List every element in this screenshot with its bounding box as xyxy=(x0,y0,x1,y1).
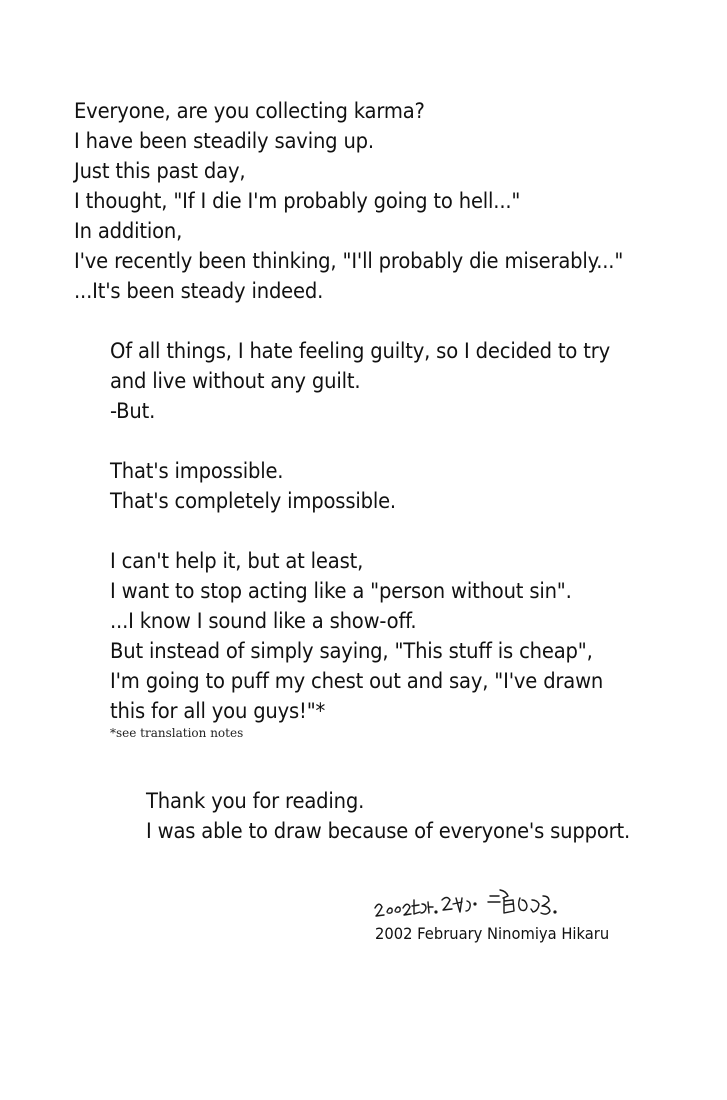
text-line: I want to stop acting like a "person without sin". xyxy=(110,579,572,604)
text-line: and live without any guilt. xyxy=(110,369,361,394)
text-line: ...I know I sound like a show-off. xyxy=(110,609,417,634)
text-line: I'm going to puff my chest out and say, "I've drawn xyxy=(110,669,604,694)
text-line: this for all you guys!"* xyxy=(110,699,326,724)
paragraph-guilt xyxy=(110,337,659,427)
text-line: I thought, "If I die I'm probably going to hell..." xyxy=(74,189,521,214)
thanks-paragraph xyxy=(146,787,678,847)
paragraph-show-off xyxy=(110,547,652,727)
text-line: In addition, xyxy=(74,219,183,244)
text-line: ...It's been steady indeed. xyxy=(74,279,324,304)
text-line: That's impossible. xyxy=(110,459,284,484)
text-line: That's completely impossible. xyxy=(110,489,396,514)
text-line: Just this past day, xyxy=(74,159,246,184)
text-line: -But. xyxy=(110,399,156,424)
text-line: I can't help it, but at least, xyxy=(110,549,364,574)
text-line: Of all things, I hate feeling guilty, so I decided to try xyxy=(110,339,611,364)
translation-note: *see translation notes xyxy=(110,726,244,740)
handwritten-signature xyxy=(372,886,582,920)
text-line: Everyone, are you collecting karma? xyxy=(74,99,425,124)
text-line: I have been steadily saving up. xyxy=(74,129,374,154)
signature-block xyxy=(372,886,622,956)
signature-date-line: 2002 February Ninomiya Hikaru xyxy=(375,924,610,943)
text-line: I was able to draw because of everyone's support. xyxy=(146,819,631,844)
text-line: I've recently been thinking, "I'll probably die miserably..." xyxy=(74,249,624,274)
text-line: But instead of simply saying, "This stuff is cheap", xyxy=(110,639,593,664)
paragraph-karma xyxy=(74,97,677,307)
text-line: Thank you for reading. xyxy=(146,789,365,814)
paragraph-impossible xyxy=(110,457,424,517)
